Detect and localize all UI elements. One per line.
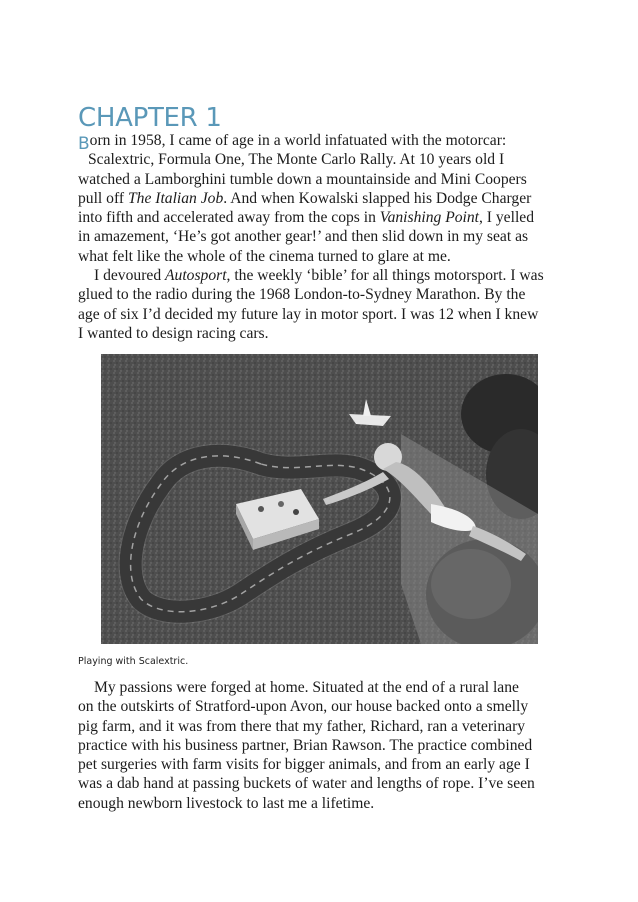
- paragraph-line: Born in 1958, I came of age in a world infatuated with the motorcar:: [78, 132, 507, 154]
- film-title: The Italian Job: [127, 189, 224, 207]
- paragraph-2: [78, 266, 560, 343]
- drop-cap: B: [78, 134, 90, 154]
- chapter-heading: CHAPTER 1: [78, 103, 222, 134]
- paragraph-1: [78, 131, 560, 266]
- paragraph-line: practice with his business partner, Brian Rawson. The practice combined: [78, 736, 533, 754]
- magazine-title: Autosport: [165, 267, 227, 284]
- paragraph-line: glued to the radio during the 1968 London-to-Sydney Marathon. By the: [78, 286, 526, 304]
- scalextric-photo: [101, 354, 538, 644]
- paragraph-line: in amazement, ‘He’s got another gear!’ and then slid down in my seat as: [78, 228, 529, 246]
- paragraph-line: on the outskirts of Stratford-upon Avon, our house backed onto a smelly: [78, 698, 529, 716]
- paragraph-line: what felt like the whole of the cinema turned to glare at me.: [78, 247, 451, 265]
- photo-caption: Playing with Scalextric.: [78, 656, 189, 667]
- paragraph-line: into fifth and accelerated away from the cops in Vanishing Point, I yelled: [78, 209, 534, 227]
- paragraph-line: pig farm, and it was from there that my father, Richard, ran a veterinary: [78, 717, 526, 735]
- paragraph-line: My passions were forged at home. Situated at the end of a rural lane: [94, 679, 519, 696]
- film-title: Vanishing Point: [379, 209, 479, 227]
- paragraph-line: I devoured Autosport, the weekly ‘bible’ for all things motorsport. I was: [94, 267, 544, 284]
- paragraph-line: pull off The Italian Job. And when Kowalski slapped his Dodge Charger: [78, 189, 532, 207]
- paragraph-line: watched a Lamborghini tumble down a mountainside and Mini Coopers: [78, 170, 527, 188]
- paragraph-line: was a dab hand at passing buckets of water and lengths of rope. I’ve seen: [78, 775, 535, 793]
- paragraph-line: I wanted to design racing cars.: [78, 324, 269, 342]
- paragraph-3: [78, 678, 560, 813]
- paragraph-line: Scalextric, Formula One, The Monte Carlo Rally. At 10 years old I: [88, 151, 505, 169]
- paragraph-line: pet surgeries with farm visits for bigger animals, and from an early age I: [78, 756, 530, 774]
- paragraph-line: age of six I’d decided my future lay in motor sport. I was 12 when I knew: [78, 305, 539, 323]
- paragraph-line: enough newborn livestock to last me a lifetime.: [78, 794, 375, 812]
